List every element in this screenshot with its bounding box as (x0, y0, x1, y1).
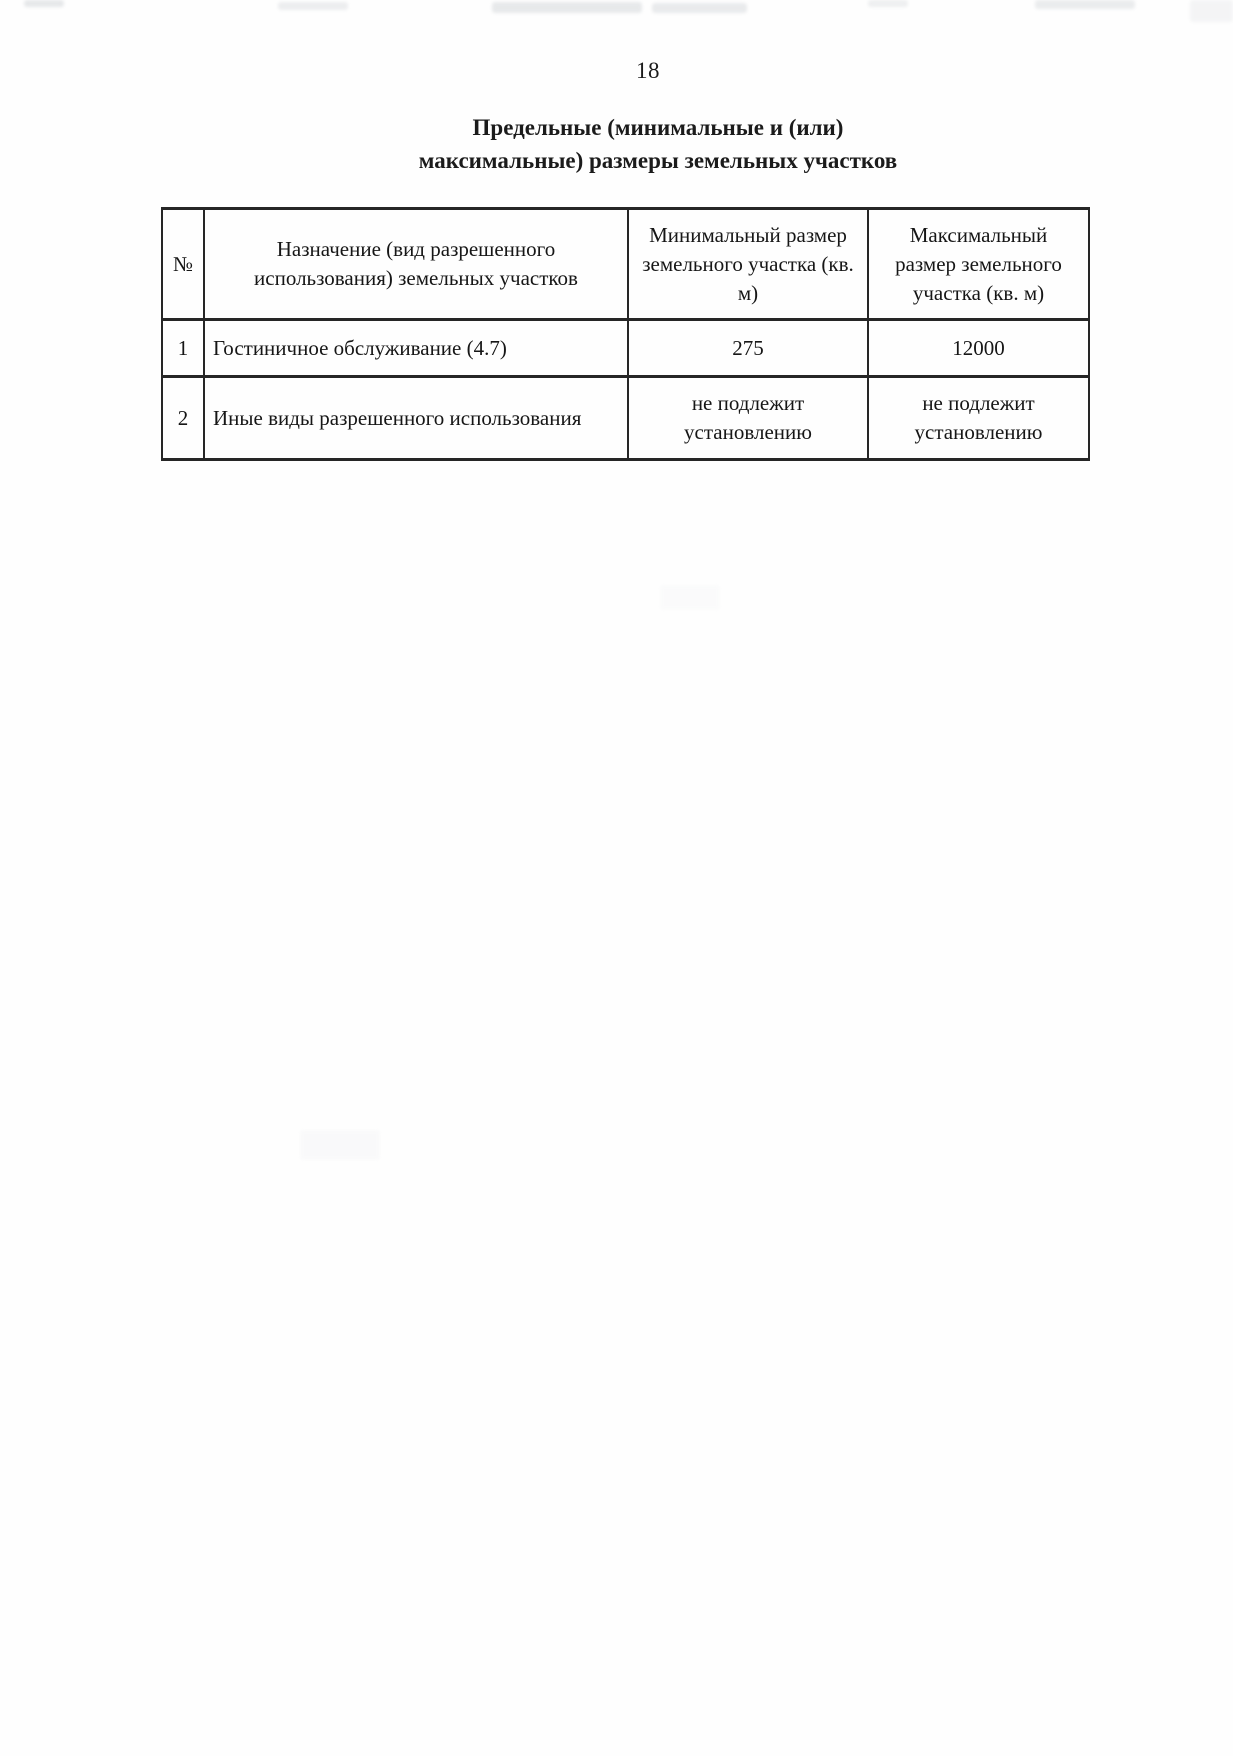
document-title-line-2: максимальные) размеры земельных участков (418, 148, 898, 173)
row-number: 2 (162, 377, 204, 460)
header-max-size: Максимальный размер земельного участка (кв. м) (868, 209, 1089, 320)
row-max-size: не подлежит установлению (868, 377, 1089, 460)
scan-artifact (660, 585, 720, 610)
table-header-row (162, 209, 1089, 320)
land-plot-limits-table (161, 207, 1090, 461)
header-number: № (162, 209, 204, 320)
scan-artifact (652, 3, 747, 13)
document-title (163, 111, 1153, 177)
row-min-size: 275 (628, 320, 868, 377)
document-title-line-1: Предельные (минимальные и (или) (472, 115, 844, 140)
row-number: 1 (162, 320, 204, 377)
page-number: 18 (636, 58, 660, 83)
scan-artifact (868, 0, 908, 7)
scan-artifact (1190, 0, 1233, 22)
header-purpose: Назначение (вид разрешенного использования) земельных участков (204, 209, 628, 320)
scan-artifact (278, 2, 348, 10)
row-max-size: 12000 (868, 320, 1089, 377)
scan-artifact (24, 0, 64, 7)
header-min-size: Минимальный размер земельного участка (кв. м) (628, 209, 868, 320)
row-min-size: не подлежит установлению (628, 377, 868, 460)
row-purpose: Гостиничное обслуживание (4.7) (204, 320, 628, 377)
scan-artifact (492, 2, 642, 13)
table-row (162, 377, 1089, 460)
scan-artifact (300, 1130, 380, 1160)
row-purpose: Иные виды разрешенного использования (204, 377, 628, 460)
scan-artifact (1035, 0, 1135, 9)
table-row (162, 320, 1089, 377)
